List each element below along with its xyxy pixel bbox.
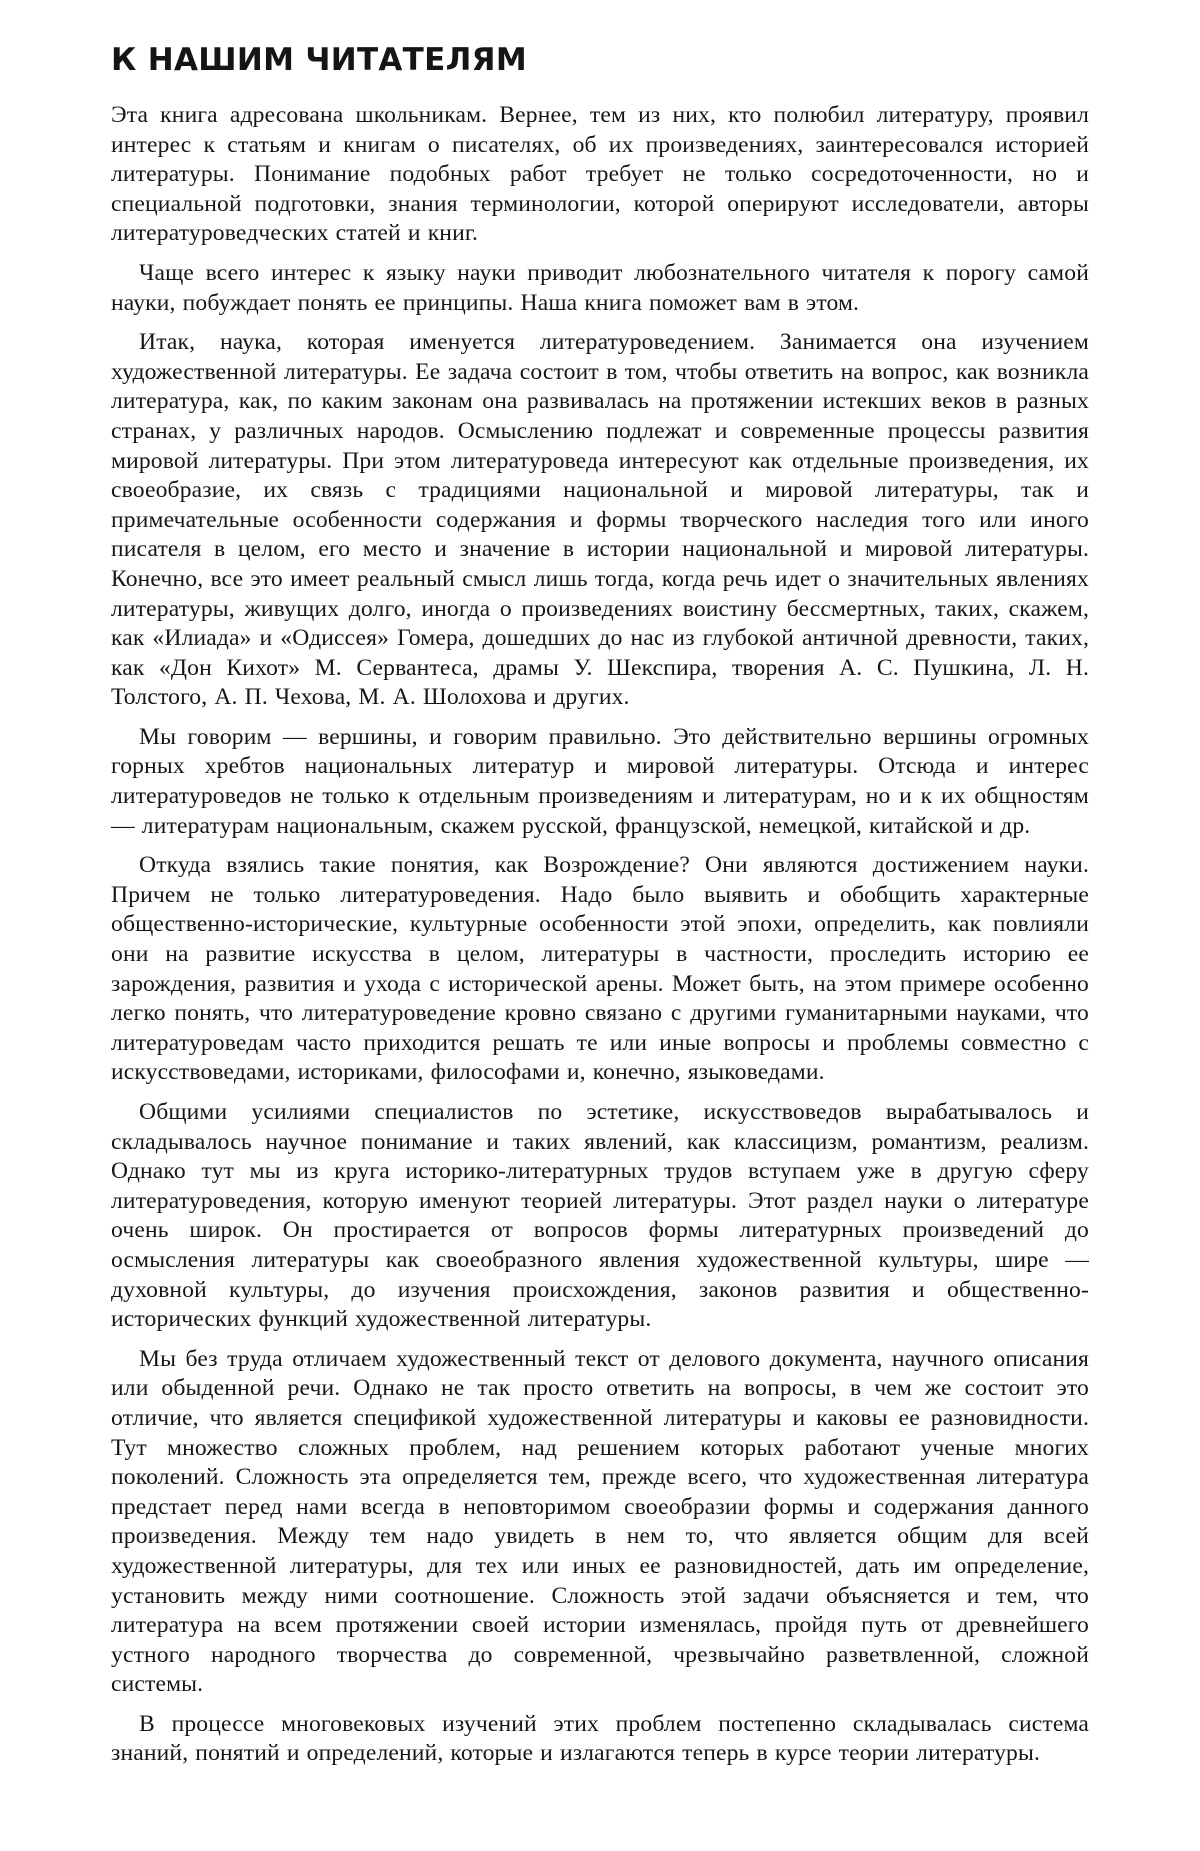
paragraph: Общими усилиями специалистов по эстетике, искусствоведов вырабатывалось и складывалось научное понимание и таких явлений, как классицизм, романтизм, реализм. Однако тут мы из круга историко-литературных трудов вступаем уже в другую сферу литературоведения, которую именуют теорией литературы. Этот раздел науки о литературе очень широк. Он простирается от вопросов формы литературных произведений до осмысления литературы как своеобразного явления художественной культуры, шире — духовной культуры, до изучения происхождения, законов развития и общественно-исторических функций художественной литературы. bbox=[111, 1098, 1089, 1335]
paragraph: Чаще всего интерес к языку науки приводит любознательного читателя к порогу самой науки, побуждает понять ее принципы. Наша книга поможет вам в этом. bbox=[111, 259, 1089, 318]
paragraph: Откуда взялись такие понятия, как Возрождение? Они являются достижением науки. Причем не только литературоведения. Надо было выявить и обобщить характерные общественно-исторические, культурные особенности этой эпохи, определить, как повлияли они на развитие искусства в целом, литературы в частности, проследить историю ее зарождения, развития и ухода с исторической арены. Может быть, на этом примере особенно легко понять, что литературоведение кровно связано с другими гуманитарными науками, что литературоведам часто приходится решать те или иные вопросы и проблемы совместно с искусствоведами, историками, философами и, конечно, языковедами. bbox=[111, 851, 1089, 1088]
document-page bbox=[111, 0, 1089, 1851]
paragraph: Итак, наука, которая именуется литературоведением. Занимается она изучением художественной литературы. Ее задача состоит в том, чтобы ответить на вопрос, как возникла литература, как, по каким законам она развивалась на протяжении истекших веков в разных странах, у различных народов. Осмыслению подлежат и современные процессы развития мировой литературы. При этом литературоведа интересуют как отдельные произведения, их своеобразие, их связь с традициями национальной и мировой литературы, так и примечательные особенности содержания и формы творческого наследия того или иного писателя в целом, его место и значение в истории национальной и мировой литературы. Конечно, все это имеет реальный смысл лишь тогда, когда речь идет о значительных явлениях литературы, живущих долго, иногда о произведениях воистину бессмертных, таких, скажем, как «Илиада» и «Одиссея» Гомера, дошедших до нас из глубокой античной древности, таких, как «Дон Кихот» М. Сервантеса, драмы У. Шекспира, творения А. С. Пушкина, Л. Н. Толстого, А. П. Чехова, М. А. Шолохова и других. bbox=[111, 328, 1089, 713]
body-text bbox=[111, 101, 1089, 1779]
paragraph: В процессе многовековых изучений этих проблем постепенно складывалась система знаний, понятий и определений, которые и излагаются теперь в курсе теории литературы. bbox=[111, 1710, 1089, 1769]
page-title: К НАШИМ ЧИТАТЕЛЯМ bbox=[111, 42, 527, 78]
paragraph: Эта книга адресована школьникам. Вернее, тем из них, кто полюбил литературу, проявил интерес к статьям и книгам о писателях, об их произведениях, заинтересовался историей литературы. Понимание подобных работ требует не только сосредоточенности, но и специальной подготовки, знания терминологии, которой оперируют исследователи, авторы литературоведческих статей и книг. bbox=[111, 101, 1089, 249]
paragraph: Мы говорим — вершины, и говорим правильно. Это действительно вершины огромных горных хребтов национальных литератур и мировой литературы. Отсюда и интерес литературоведов не только к отдельным произведениям и литературам, но и к их общностям — литературам национальным, скажем русской, французской, немецкой, китайской и др. bbox=[111, 723, 1089, 841]
paragraph: Мы без труда отличаем художественный текст от делового документа, научного описания или обыденной речи. Однако не так просто ответить на вопросы, в чем же состоит это отличие, что является спецификой художественной литературы и каковы ее разновидности. Тут множество сложных проблем, над решением которых работают ученые многих поколений. Сложность эта определяется тем, прежде всего, что художественная литература предстает перед нами всегда в неповторимом своеобразии формы и содержания данного произведения. Между тем надо увидеть в нем то, что является общим для всей художественной литературы, для тех или иных ее разновидностей, дать им определение, установить между ними соотношение. Сложность этой задачи объясняется и тем, что литература на всем протяжении своей истории изменялась, пройдя путь от древнейшего устного народного творчества до современной, чрезвычайно разветвленной, сложной системы. bbox=[111, 1345, 1089, 1700]
